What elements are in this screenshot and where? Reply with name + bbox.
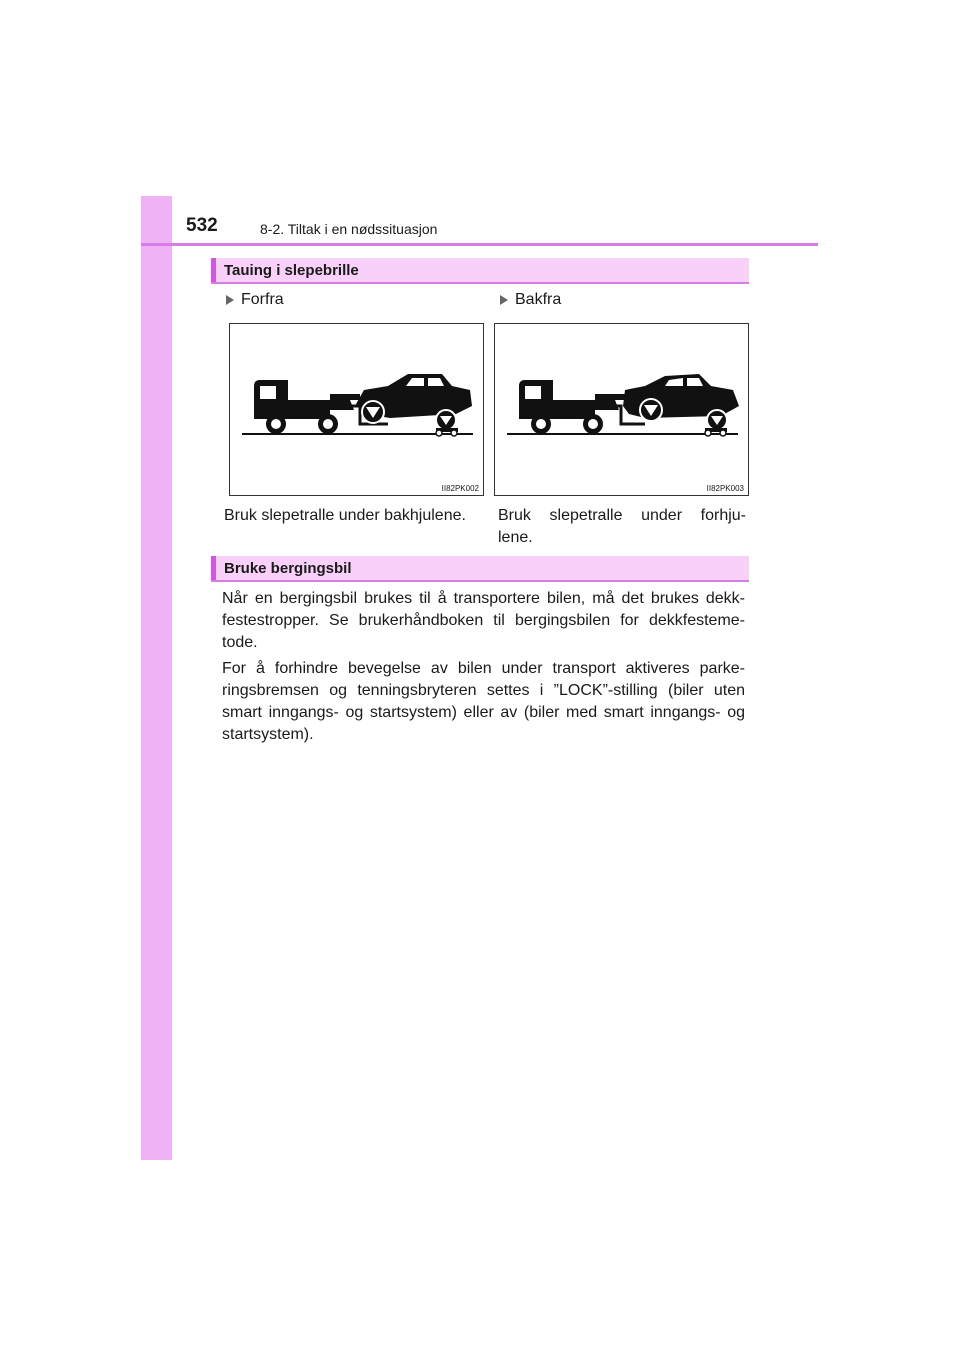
figure-code: II82PK003 [706, 484, 744, 493]
section-title: Bruke bergingsbil [224, 560, 352, 577]
section-title: Tauing i slepebrille [224, 262, 359, 279]
figure-code: II82PK002 [441, 484, 479, 493]
bullet-front [226, 291, 284, 309]
header-divider [141, 243, 818, 246]
bullet-label: Bakfra [515, 291, 562, 308]
caption-rear-line1: Bruk slepetralle under forhju- [498, 507, 746, 524]
paragraph-tire-straps: Når en bergingsbil brukes til å transportere bilen, må det brukes dekk-festestropper. Se brukerhåndboken til bergingsbilen for dekkfesteme-tode. [222, 590, 745, 651]
bullet-rear [500, 291, 561, 309]
heading-accent [211, 556, 216, 580]
caption-front: Bruk slepetralle under bakhjulene. [224, 507, 466, 524]
section-heading-tow-truck [211, 556, 749, 582]
triangle-bullet-icon [226, 295, 234, 305]
figure-front-tow [229, 323, 484, 496]
tow-truck-front-illustration [230, 324, 483, 495]
section-heading-towing-dolly [211, 258, 749, 284]
heading-accent [211, 258, 216, 282]
page-number: 532 [186, 215, 218, 236]
sidebar-tab [141, 196, 172, 1160]
bullet-label: Forfra [241, 291, 284, 308]
caption-rear-line2: lene. [498, 529, 533, 546]
paragraph-parking-brake: For å forhindre bevegelse av bilen under transport aktiveres parke-ringsbremsen og tenningsbryteren settes i ”LOCK”-stilling (biler uten smart inngangs- og startsystem) eller av (biler med smart inngangs- og startsystem). [222, 660, 745, 743]
chapter-title: 8-2. Tiltak i en nødssituasjon [260, 221, 438, 237]
figure-rear-tow [494, 323, 749, 496]
tow-truck-rear-illustration [495, 324, 748, 495]
triangle-bullet-icon [500, 295, 508, 305]
